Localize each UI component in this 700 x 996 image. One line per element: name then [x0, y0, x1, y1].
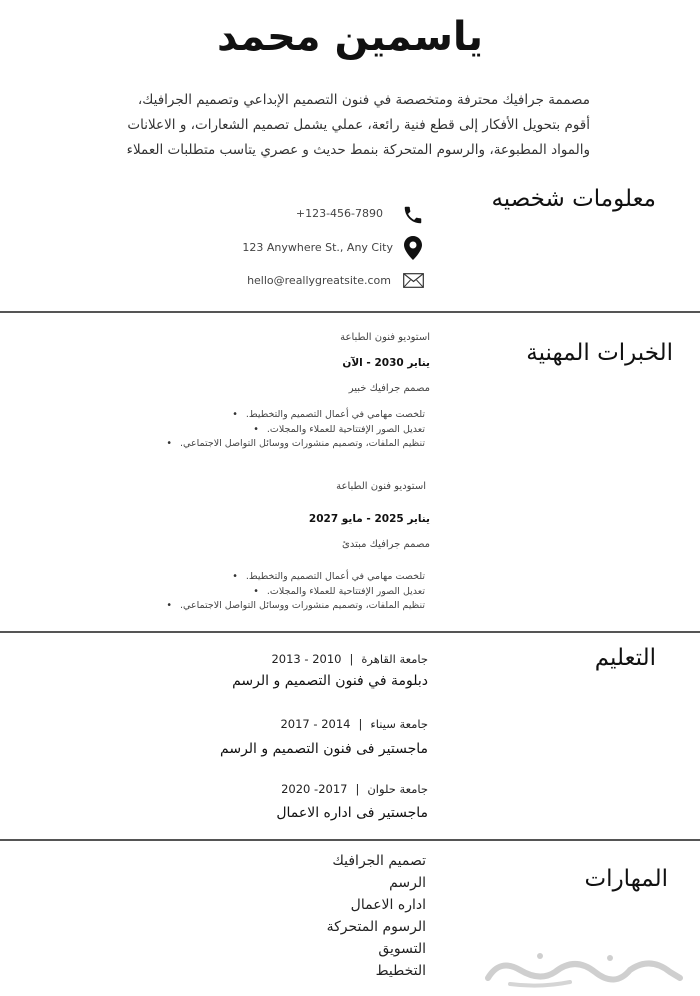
separator: |	[349, 652, 354, 666]
separator: |	[355, 782, 360, 796]
skill-item: التخطيط	[375, 963, 426, 979]
skills-section-title: المهارات	[584, 866, 668, 892]
job-period: يناير 2030 - الآن	[342, 357, 430, 369]
job-role: مصمم جرافيك مبتدئ	[342, 539, 430, 550]
skill-item: تصميم الجرافيك	[332, 853, 426, 869]
degree-title: دبلومة في فنون التصميم و الرسم	[232, 673, 428, 689]
degree-title: ماجستير فى فنون التصميم و الرسم	[220, 741, 428, 757]
job-task: تعديل الصور الإفتتاحية للعملاء والمجلات. •	[166, 423, 425, 438]
envelope-icon	[403, 273, 424, 288]
section-divider	[0, 631, 700, 633]
skill-item: التسويق	[378, 941, 426, 957]
job-task: تنظيم الملفات، وتصميم منشورات ووسائل التواصل الاجتماعي. •	[166, 599, 425, 614]
degree-title: ماجستير فى اداره الاعمال	[276, 805, 428, 821]
education-meta	[271, 652, 428, 666]
candidate-name: ياسمين محمد	[217, 14, 483, 60]
summary-line: مصممة جرافيك محترفة ومتخصصة في فنون التصميم الإبداعي وتصميم الجرافيك،	[137, 92, 590, 108]
skills-list	[327, 850, 426, 982]
separator: |	[358, 717, 363, 731]
study-years: 2010 - 2013	[271, 652, 342, 666]
school-name: جامعة حلوان	[367, 782, 428, 796]
phone-icon	[402, 204, 424, 226]
profile-summary	[70, 88, 590, 163]
job-task: تنظيم الملفات، وتصميم منشورات ووسائل التواصل الاجتماعي. •	[166, 437, 425, 452]
job-task-list	[166, 408, 425, 452]
school-name: جامعة سيناء	[370, 717, 428, 731]
job-company: استوديو فنون الطباعة	[336, 481, 426, 492]
location-pin-icon	[404, 236, 422, 260]
study-years: 2014 - 2017	[280, 717, 351, 731]
phone-number[interactable]: +123-456-7890	[295, 207, 383, 220]
education-section-title: التعليم	[594, 645, 656, 671]
skill-item: الرسوم المتحركة	[326, 919, 426, 935]
summary-line: أقوم بتحويل الأفكار إلى قطع فنية رائعة، عملي يشمل تصميم الشعارات، و الاعلانات	[127, 117, 590, 133]
address-text: 123 Anywhere St., Any City	[242, 241, 393, 254]
job-role: مصمم جرافيك خبير	[348, 383, 430, 394]
job-task: تلخصت مهامي في أعمال التصميم والتخطيط. •	[166, 408, 425, 423]
job-task: تلخصت مهامي في أعمال التصميم والتخطيط. •	[166, 570, 425, 585]
skill-item: الرسم	[389, 875, 426, 891]
study-years: 2017- 2020	[281, 782, 348, 796]
education-meta	[280, 717, 428, 731]
contact-section-title: معلومات شخصيه	[491, 186, 656, 212]
school-name: جامعة القاهرة	[361, 652, 428, 666]
education-meta	[281, 782, 428, 796]
job-task-list	[166, 570, 425, 614]
experience-section-title: الخبرات المهنية	[526, 340, 673, 366]
skill-item: اداره الاعمال	[350, 897, 426, 913]
email-address[interactable]: hello@reallygreatsite.com	[247, 274, 391, 287]
section-divider	[0, 839, 700, 841]
section-divider	[0, 311, 700, 313]
job-task: تعديل الصور الإفتتاحية للعملاء والمجلات. •	[166, 585, 425, 600]
job-period: يناير 2025 - مايو 2027	[308, 513, 430, 525]
job-company: استوديو فنون الطباعة	[340, 332, 430, 343]
summary-line: والمواد المطبوعة، والرسوم المتحركة بنمط حديث و عصري يتاسب متطلبات العملاء	[126, 142, 590, 158]
watermark-logo	[480, 948, 690, 992]
